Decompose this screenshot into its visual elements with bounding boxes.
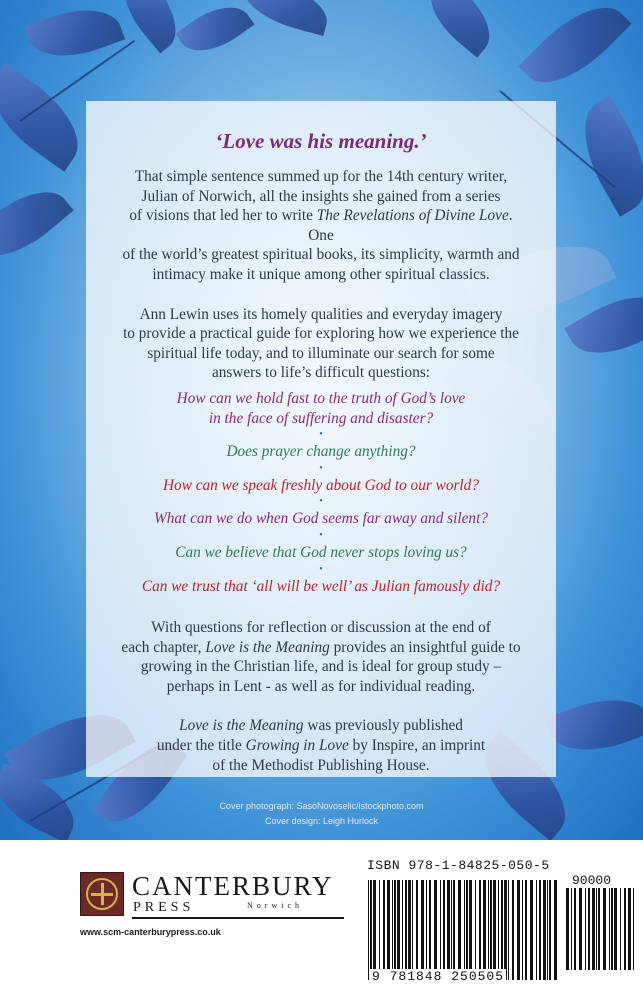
bullet-separator: • [319,496,323,508]
book-title-reference: Love is the Meaning [179,717,304,735]
leaf-decoration [0,173,74,274]
leaf-decoration [175,0,254,65]
isbn-label: ISBN 978-1-84825-050-5 [367,858,550,873]
leaf-decoration [109,0,191,53]
publisher-url: www.scm-canterburypress.co.uk [80,927,221,937]
question-item [120,543,522,563]
price-code: 90000 [572,873,612,888]
text-line: . One [308,207,513,244]
book-title-reference: Love is the Meaning [205,638,330,656]
text-line: of the world’s greatest spiritual books, its simplicity, warmth and [122,246,520,264]
question-text: Can we believe that God never stops loving us? [175,543,467,561]
book-title-reference: Growing in Love [245,737,349,755]
question-text: What can we do when God seems far away and silent? [154,510,488,528]
text-line: intimacy make it unique among other spiritual classics. [152,265,490,283]
question-item [120,389,522,428]
text-line: spiritual life today, and to illuminate our search for some [147,344,495,362]
publisher-press: PRESS [133,900,195,915]
text-line: of visions that led her to write [129,207,317,225]
question-item [120,577,522,597]
text-line: each chapter, [121,638,206,656]
question-item [120,442,522,462]
text-line: With questions for reflection or discussion at the end of [151,619,491,637]
text-line: growing in the Christian life, and is ideal for group study – [140,658,502,676]
leaf-decoration [25,0,125,70]
ean-number: 9 781848 250505 [372,969,505,984]
blurb-panel [86,101,556,777]
leaf-decoration [0,63,96,171]
bullet-separator: • [319,529,323,541]
text-line: by Inspire, an imprint [348,737,486,755]
outro-paragraph [120,618,522,696]
text-line: Julian of Norwich, all the insights she gained from a series [141,187,501,205]
history-paragraph [120,716,522,775]
text-line: perhaps in Lent - as well as for individual reading. [166,677,476,695]
opening-quote: ‘Love was his meaning.’ [215,129,427,153]
intro-paragraph [120,167,522,285]
design-credit: Cover design: Leigh Hurlock [264,816,379,826]
question-text: How can we hold fast to the truth of God’s love [176,389,466,407]
question-item [120,476,522,496]
price-barcode [566,888,636,970]
leaf-decoration [544,684,643,765]
leaf-decoration [416,0,504,58]
question-item [120,509,522,529]
question-text: Can we trust that ‘all will be well’ as Julian famously did? [141,577,501,595]
author-paragraph [120,305,522,383]
leaf-decoration [518,0,631,102]
text-line: That simple sentence summed up for the 14th century writer, [134,168,508,185]
bullet-separator: • [319,429,323,441]
publisher-city: Norwich [247,901,303,910]
question-text: in the face of suffering and disaster? [208,409,434,427]
publisher-name: CANTERBURY [132,871,334,901]
photo-credit: Cover photograph: SasoNovoselic/istockphoto.com [219,801,424,811]
bullet-separator: • [319,462,323,474]
text-line: was previously published [303,717,463,735]
publisher-logo-icon [80,872,124,916]
bullet-separator: • [319,563,323,575]
question-text: How can we speak freshly about God to our world? [163,476,479,494]
text-line: of the Methodist Publishing House. [212,756,430,774]
text-line: to provide a practical guide for exploring how we experience the [123,325,519,343]
book-title-reference: The Revelations of Divine Love [316,207,509,225]
leaf-decoration [236,0,333,36]
question-list [120,389,522,596]
text-line: under the title [156,737,246,755]
text-line: provides an insightful guide to [329,638,521,656]
ean-barcode [368,880,560,980]
text-line: Ann Lewin uses its homely qualities and everyday imagery [139,305,503,323]
publisher-strip [0,840,643,993]
question-text: Does prayer change anything? [226,443,416,461]
divider [132,917,344,919]
text-line: answers to life’s difficult questions: [211,364,431,382]
